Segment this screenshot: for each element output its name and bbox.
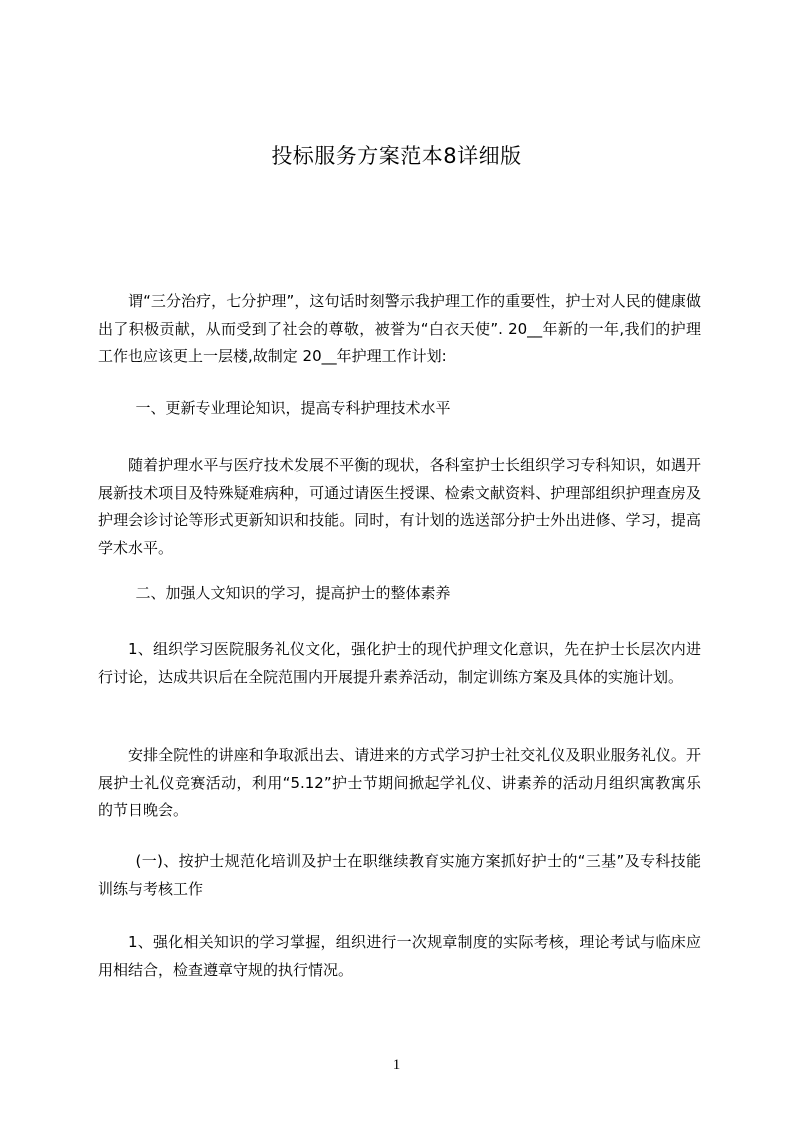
document-title: 投标服务方案范本8详细版: [271, 144, 522, 168]
subsection-heading-1: (一)、按护士规范化培训及护士在职继续教育实施方案抓好护士的“三基”及专科技能训练与考核工作: [98, 852, 701, 898]
section-2-paragraph-2: 安排全院性的讲座和争取派出去、请进来的方式学习护士社交礼仪及职业服务礼仪。开展护士礼仪竞赛活动，利用“5.12”护士节期间掀起学礼仪、讲素养的活动月组织寓教寓乐的节日晚会。: [98, 746, 701, 819]
section-1-paragraph: 随着护理水平与医疗技术发展不平衡的现状，各科室护士长组织学习专科知识，如遇开展新技术项目及特殊疑难病种，可通过请医生授课、检索文献资料、护理部组织护理查房及护理会诊讨论等形式更新知识和技能。同时，有计划的选送部分护士外出进修、学习，提高学术水平。: [98, 456, 701, 557]
section-heading-2: 二、加强人文知识的学习，提高护士的整体素养: [135, 584, 451, 602]
section-2-item-1: 1、组织学习医院服务礼仪文化，强化护士的现代护理文化意识，先在护士长层次内进行讨论，达成共识后在全院范围内开展提升素养活动，制定训练方案及具体的实施计划。: [98, 640, 701, 686]
page-number: 1: [392, 1057, 401, 1073]
section-heading-1: 一、更新专业理论知识，提高专科护理技术水平: [135, 399, 451, 417]
intro-paragraph: 谓“三分治疗，七分护理”，这句话时刻警示我护理工作的重要性，护士对人民的健康做出了积极贡献，从而受到了社会的尊敬，被誉为“白衣天使”. 20__年新的一年,我们的护理工作也应该更上一层楼,故制定 20__年护理工作计划:: [98, 292, 701, 365]
subsection-1-item-1: 1、强化相关知识的学习掌握，组织进行一次规章制度的实际考核，理论考试与临床应用相结合，检查遵章守规的执行情况。: [98, 933, 701, 979]
